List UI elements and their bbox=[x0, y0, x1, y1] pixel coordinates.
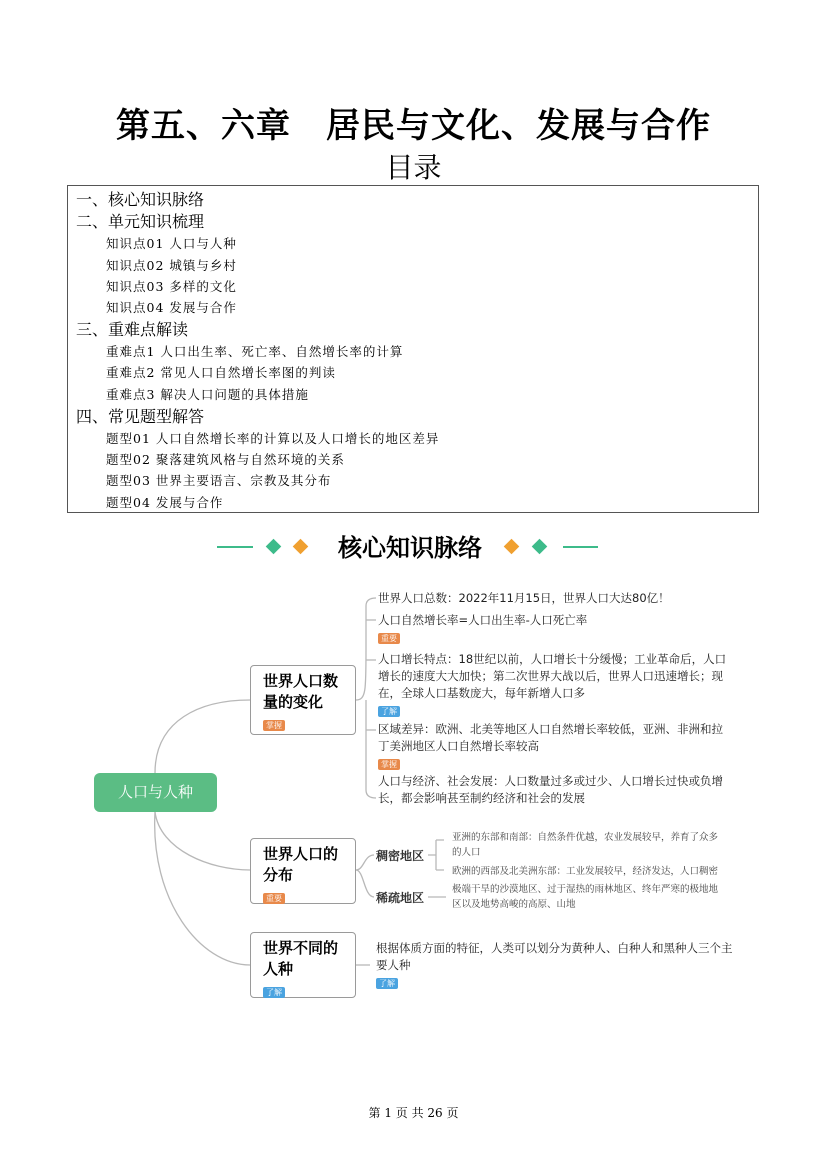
importance-tag: 了解 bbox=[263, 987, 285, 998]
connector-branch2-sparse bbox=[356, 870, 374, 897]
branch-title-line: 量的变化 bbox=[263, 693, 324, 711]
importance-tag: 重要 bbox=[263, 893, 285, 904]
mindmap-leaf bbox=[376, 940, 738, 991]
leaf-text: 人口与经济、社会发展：人口数量过多或过少、人口增长过快或负增长，都会影响甚至制约经济和社会的发展 bbox=[378, 774, 723, 805]
sparse-area-label: 稀疏地区 bbox=[376, 891, 425, 905]
toc-item[interactable]: 知识点04 发展与合作 bbox=[106, 300, 237, 315]
dense-area-label: 稠密地区 bbox=[376, 849, 425, 863]
importance-tag: 了解 bbox=[376, 978, 398, 989]
connector-root-branch2 bbox=[155, 812, 250, 870]
importance-tag: 掌握 bbox=[378, 759, 400, 770]
mindmap-leaf bbox=[378, 651, 730, 719]
diamond-icon bbox=[504, 539, 520, 555]
diamond-icon bbox=[532, 539, 548, 555]
mindmap-leaf bbox=[378, 590, 738, 607]
mindmap-branch-population-distribution bbox=[250, 838, 356, 904]
toc-item[interactable]: 四、常见题型解答 bbox=[76, 407, 205, 426]
toc-item[interactable]: 二、单元知识梳理 bbox=[76, 212, 205, 231]
importance-tag: 了解 bbox=[378, 706, 400, 717]
branch-title-line: 分布 bbox=[263, 866, 294, 884]
toc-item[interactable]: 三、重难点解读 bbox=[76, 320, 189, 339]
section-title: 核心知识脉络 bbox=[338, 534, 482, 562]
toc-heading: 目录 bbox=[385, 151, 442, 184]
toc-item[interactable]: 题型04 发展与合作 bbox=[106, 495, 224, 510]
importance-tag: 掌握 bbox=[263, 720, 285, 731]
mindmap-leaf bbox=[378, 721, 730, 772]
dense-area-item: 亚洲的东部和南部：自然条件优越，农业发展较早，养育了众多的人口 bbox=[452, 832, 719, 858]
importance-tag: 重要 bbox=[378, 633, 400, 644]
diamond-icon bbox=[293, 539, 309, 555]
diamond-icon bbox=[266, 539, 282, 555]
leaf-text: 人口增长特点：18世纪以前，人口增长十分缓慢；工业革命后，人口增长的速度大大加快；第二次世界大战以后，世界人口迅速增长；现在，全球人口基数庞大，每年新增人口多 bbox=[378, 652, 727, 700]
page-number: 第 1 页 共 26 页 bbox=[368, 1106, 459, 1120]
connector-root-branch1 bbox=[155, 700, 250, 773]
toc-item[interactable]: 知识点01 人口与人种 bbox=[106, 236, 237, 251]
branch-title-line: 世界人口的 bbox=[263, 845, 339, 863]
leaf-text: 世界人口总数：2022年11月15日，世界人口大达80亿！ bbox=[378, 591, 670, 605]
mindmap-root: 人口与人种 bbox=[94, 773, 217, 812]
mindmap-leaf bbox=[378, 773, 730, 807]
toc-item[interactable]: 题型03 世界主要语言、宗教及其分布 bbox=[106, 473, 332, 488]
document-title: 第五、六章 居民与文化、发展与合作 bbox=[116, 106, 711, 146]
sparse-area-text: 极端干旱的沙漠地区、过于湿热的雨林地区、终年严寒的极地地区以及地势高峻的高原、山地 bbox=[452, 884, 719, 910]
leaf-text: 人口自然增长率=人口出生率-人口死亡率 bbox=[378, 613, 588, 627]
leaf-text: 区域差异：欧洲、北美等地区人口自然增长率较低，亚洲、非洲和拉丁美洲地区人口自然增长率较高 bbox=[378, 722, 723, 753]
toc-item[interactable]: 题型02 聚落建筑风格与自然环境的关系 bbox=[106, 452, 345, 467]
toc-item[interactable]: 知识点03 多样的文化 bbox=[106, 279, 237, 294]
table-of-contents bbox=[67, 185, 759, 513]
connector-dense-items bbox=[428, 840, 444, 870]
connector-root-branch3 bbox=[155, 812, 250, 965]
mindmap-branch-population-change bbox=[250, 665, 356, 735]
dense-area-item: 欧洲的西部及北美洲东部：工业发展较早，经济发达，人口稠密 bbox=[452, 866, 719, 877]
connector-branch2-dense bbox=[356, 855, 374, 870]
toc-item[interactable]: 重难点3 解决人口问题的具体措施 bbox=[106, 387, 309, 402]
connector-branch1-bracket bbox=[356, 598, 376, 700]
toc-item[interactable]: 题型01 人口自然增长率的计算以及人口增长的地区差异 bbox=[106, 431, 440, 446]
mindmap-branch-races bbox=[250, 932, 356, 998]
toc-item[interactable]: 重难点2 常见人口自然增长率图的判读 bbox=[106, 365, 336, 380]
branch-title-line: 人种 bbox=[263, 960, 294, 978]
connector-branch1-bracket-lower bbox=[366, 700, 376, 798]
branch-title-line: 世界不同的 bbox=[263, 939, 339, 957]
toc-item[interactable]: 一、核心知识脉络 bbox=[76, 190, 205, 209]
leaf-text: 根据体质方面的特征，人类可以划分为黄种人、白种人和黑种人三个主要人种 bbox=[376, 941, 733, 972]
mindmap-leaf bbox=[378, 612, 738, 646]
toc-item[interactable]: 知识点02 城镇与乡村 bbox=[106, 258, 237, 273]
toc-item[interactable]: 重难点1 人口出生率、死亡率、自然增长率的计算 bbox=[106, 344, 404, 359]
branch-title-line: 世界人口数 bbox=[263, 672, 339, 690]
